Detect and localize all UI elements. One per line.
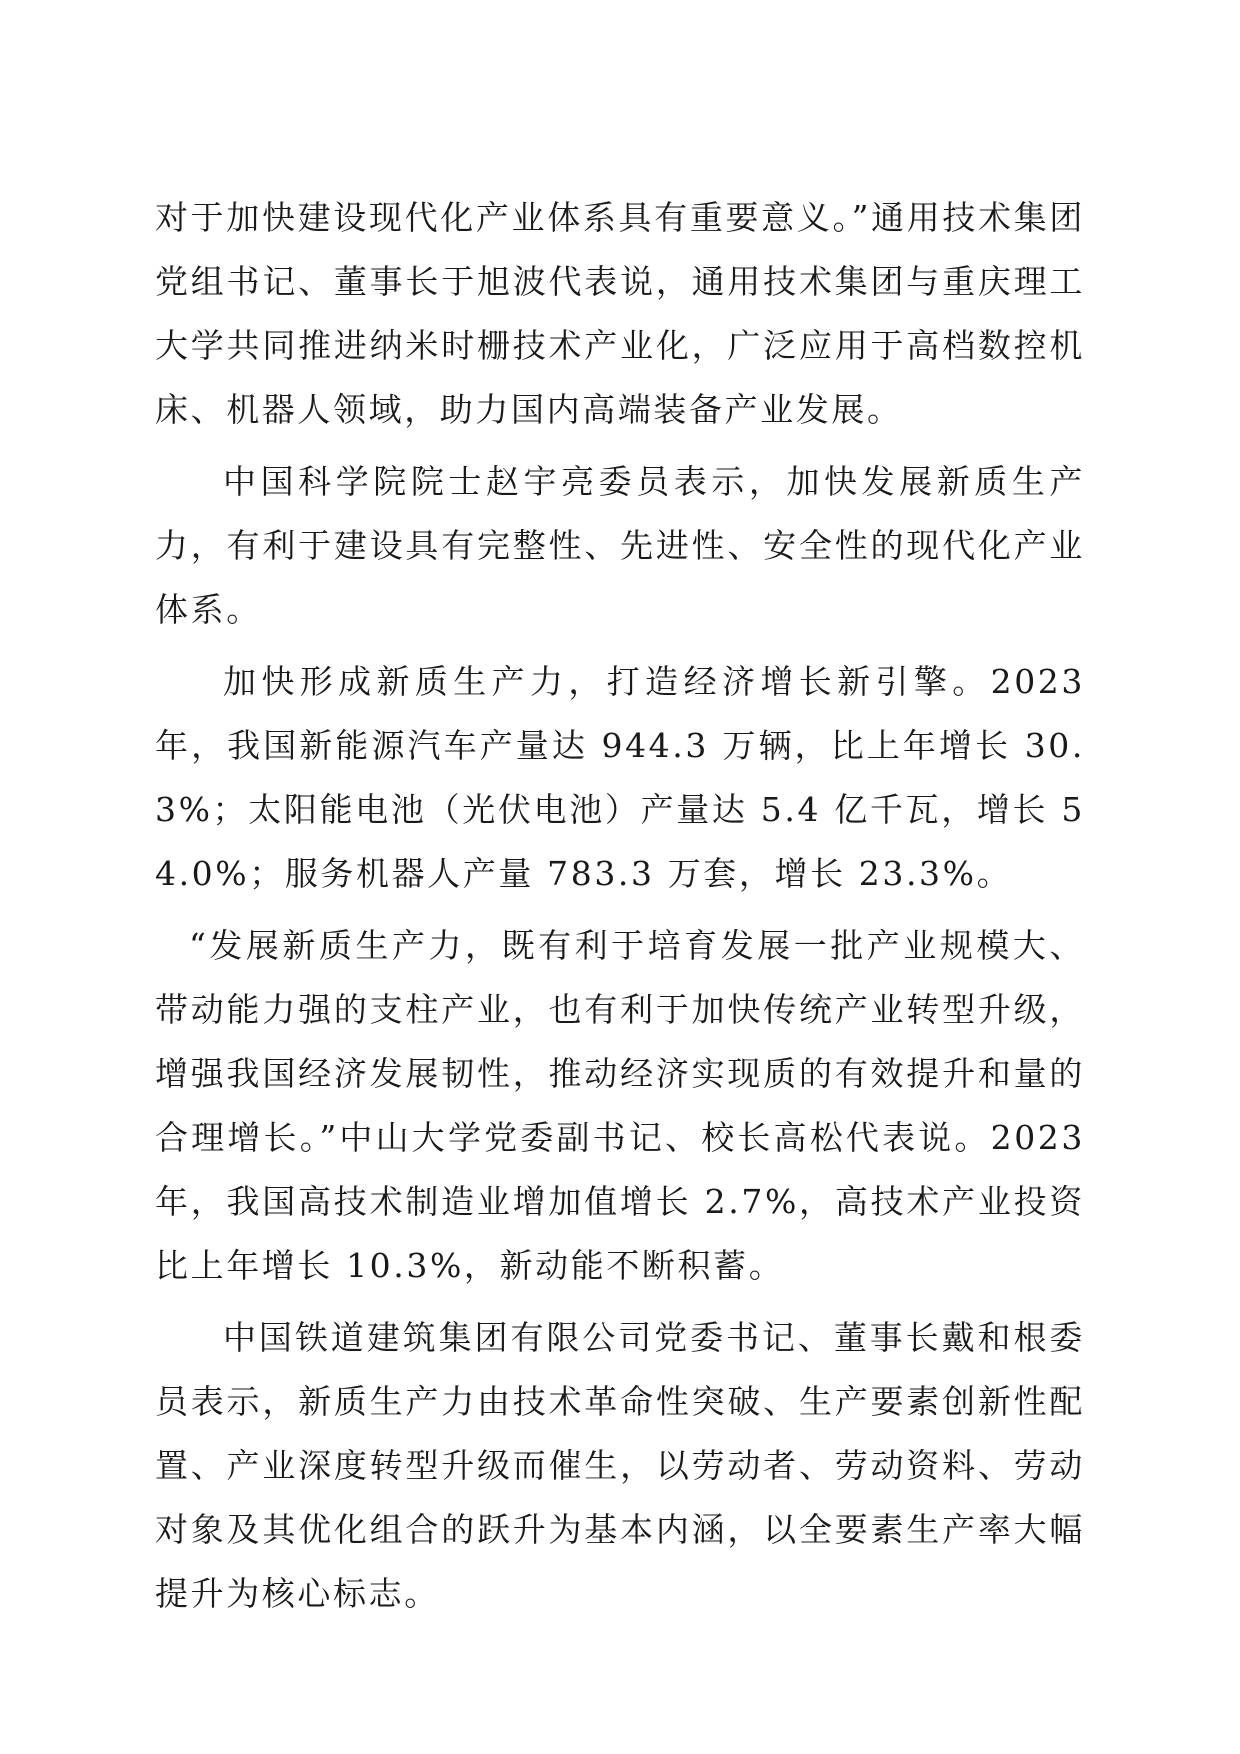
paragraph-continuation: 对于加快建设现代化产业体系具有重要意义。”通用技术集团党组书记、董事长于旭波代表说，通用技术集团与重庆理工大学共同推进纳米时栅技术产业化，广泛应用于高档数控机床、机器人领域，助力国内高端装备产业发展。 [155,198,1085,429]
paragraph-growth-data: 加快形成新质生产力，打造经济增长新引擎。2023 年，我国新能源汽车产量达 944.3 万辆，比上年增长 30.3%；太阳能电池（光伏电池）产量达 5.4 亿千瓦，增长 54.0%；服务机器人产量 783.3 万套，增长 23.3%。 [155,662,1085,893]
paragraph-zhao-yuliang: 中国科学院院士赵宇亮委员表示，加快发展新质生产力，有利于建设具有完整性、先进性、安全性的现代化产业体系。 [155,462,1085,629]
body-text [155,186,1085,1626]
paragraph-gap [155,906,1085,914]
paragraph-gao-song-quote: “发展新质生产力，既有利于培育发展一批产业规模大、带动能力强的支柱产业，也有利于加快传统产业转型升级，增强我国经济发展韧性，推动经济实现质的有效提升和量的合理增长。”中山大学党委副书记、校长高松代表说。2023 年，我国高技术制造业增加值增长 2.7%，高技术产业投资比上年增长 10.3%，新动能不断积蓄。 [155,926,1085,1285]
paragraph-gap [155,1298,1085,1306]
paragraph-gap [155,442,1085,450]
paragraph-gap [155,642,1085,650]
paragraph-dai-hegen: 中国铁道建筑集团有限公司党委书记、董事长戴和根委员表示，新质生产力由技术革命性突破、生产要素创新性配置、产业深度转型升级而催生，以劳动者、劳动资料、劳动对象及其优化组合的跃升为基本内涵，以全要素生产率大幅提升为核心标志。 [155,1318,1085,1613]
